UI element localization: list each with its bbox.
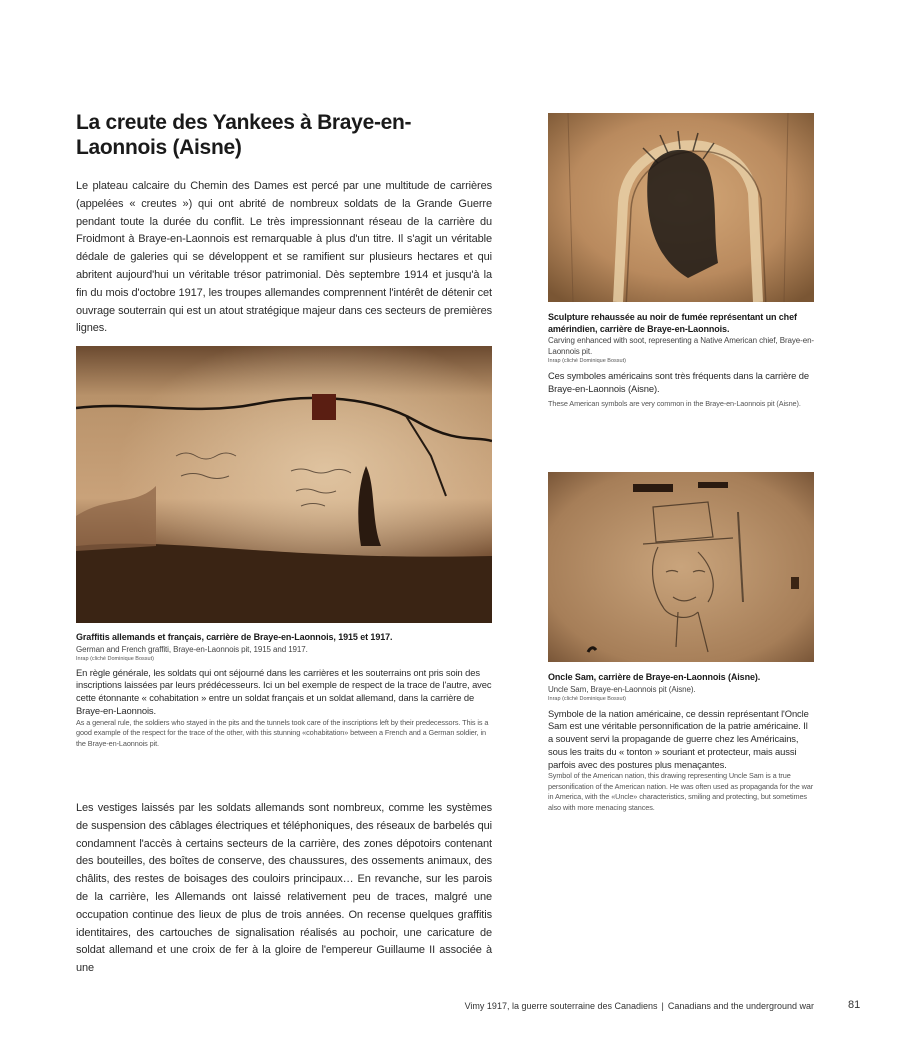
uncle-sam-photo <box>548 472 814 662</box>
uncle-sam-photo-credit: Inrap (cliché Dominique Bossut) <box>548 695 626 702</box>
graffiti-caption <box>76 632 492 749</box>
uncle-sam-caption-title: Oncle Sam, carrière de Braye-en-Laonnois (Aisne). <box>548 672 761 682</box>
uncle-sam-caption <box>548 672 814 813</box>
chief-caption <box>548 312 814 409</box>
graffiti-photo-credit: Inrap (cliché Dominique Bossut) <box>76 655 154 662</box>
chief-caption-title: Sculpture rehaussée au noir de fumée représentant un chef amérindien, carrière de Braye-en-Laonnois. <box>548 312 797 334</box>
uncle-sam-caption-english: Uncle Sam, Braye-en-Laonnois pit (Aisne). <box>548 684 696 694</box>
running-footer <box>450 1001 814 1011</box>
graffiti-photo <box>76 346 492 623</box>
lower-paragraph: Les vestiges laissés par les soldats allemands sont nombreux, comme les systèmes de suspension des câblages électriques et téléphoniques, des réseaux de barbelés qui condamnent l'accès à certains secteurs de la carrière, des zones dépotoirs contenant des bouteilles, des boîtes de conserve, des chaussures, des ossements animaux, des châlits, des restes de boisages des couloirs principaux… En revanche, sur les parois de la carrière, les Allemands ont laissé relativement peu de traces, malgré une occupation continue des lieux de plus de trois années. On recense quelques graffitis identitaires, des cartouches de signalisation réalisés au pochoir, une caricature de soldat allemand et une croix de fer à la gloire de l'empereur Guillaume II associée à une <box>76 802 492 975</box>
page-number: 81 <box>848 999 861 1011</box>
graffiti-photo-image <box>76 346 492 623</box>
graffiti-caption-english: German and French graffiti, Braye-en-Laonnois pit, 1915 and 1917. <box>76 644 308 654</box>
uncle-sam-photo-image <box>548 472 814 662</box>
graffiti-caption-title: Graffitis allemands et français, carrière de Braye-en-Laonnois, 1915 et 1917. <box>76 632 393 642</box>
uncle-sam-caption-english-text: Symbol of the American nation, this drawing representing Uncle Sam is a true personification of the American nation. He was often used as propaganda for the war in America, with the «Uncle» characteristics, smiling and protecting, but sometimes also with more menacing stances. <box>548 771 814 812</box>
chief-photo <box>548 113 814 302</box>
uncle-sam-caption-french-text: Symbole de la nation américaine, ce dessin représentant l'Oncle Sam est une véritable personnification de la patrie américaine. Il a souvent servi la propagande de guerre chez les Américains, sous les traits du « tonton » souriant et protecteur, mais aussi parfois avec des postures plus menaçantes. <box>548 707 809 770</box>
graffiti-caption-english-text: As a general rule, the soldiers who stayed in the pits and the tunnels took care of the inscriptions left by their predecessors. This is a good example of the respect for the trace of the other, with this stunning «cohabitation» between a French and a German soldier, in the Braye-en-Laonnois pit. <box>76 717 489 748</box>
footer-separator: | <box>661 1001 664 1011</box>
chief-photo-credit: Inrap (cliché Dominique Bossut) <box>548 358 626 364</box>
footer-french-title: Vimy 1917, la guerre souterraine des Canadiens <box>464 1001 658 1011</box>
intro-paragraph: Le plateau calcaire du Chemin des Dames est percé par une multitude de carrières (appelées « creutes ») qui ont abrité de nombreux soldats de la Grande Guerre pendant toute la durée du conflit. Le très impressionnant réseau de la carrière du Froidmont à Braye-en-Laonnois est remarquable à plus d'un titre. Il s'agit un véritable dédale de galeries qui se développent et se ramifient sur plusieurs hectares et qui abritent aujourd'hui un véritable trésor patrimonial. Dès septembre 1914 et jusqu'à la fin du mois d'octobre 1917, les troupes allemandes comprennent l'intérêt de détenir cet ouvrage souterrain qui est un atout stratégique majeur dans ces secteurs de premières lignes. <box>76 180 492 335</box>
chief-caption-english: Carving enhanced with soot, representing a Native American chief, Braye-en-Laonnois pit. <box>548 336 814 356</box>
graffiti-caption-french-text: En règle générale, les soldats qui ont séjourné dans les carrières et les souterrains ont pris soin des inscriptions laissées par leurs prédécesseurs. Ici un bel exemple de respect de la trace de l'autre, avec cette étonnante « cohabitation » entre un soldat français et un soldat allemand, dans la carrière de Braye-en-Laonnois. <box>76 666 492 716</box>
footer-english-title: Canadians and the underground war <box>667 1001 814 1011</box>
article-title: La creute des Yankees à Braye-en-Laonnois (Aisne) <box>76 111 412 159</box>
chief-caption-french-text: Ces symboles américains sont très fréquents dans la carrière de Braye-en-Laonnois (Aisne). <box>548 370 810 394</box>
chief-caption-english-text: These American symbols are very common in the Braye-en-Laonnois pit (Aisne). <box>548 398 801 408</box>
chief-photo-image <box>548 113 814 302</box>
